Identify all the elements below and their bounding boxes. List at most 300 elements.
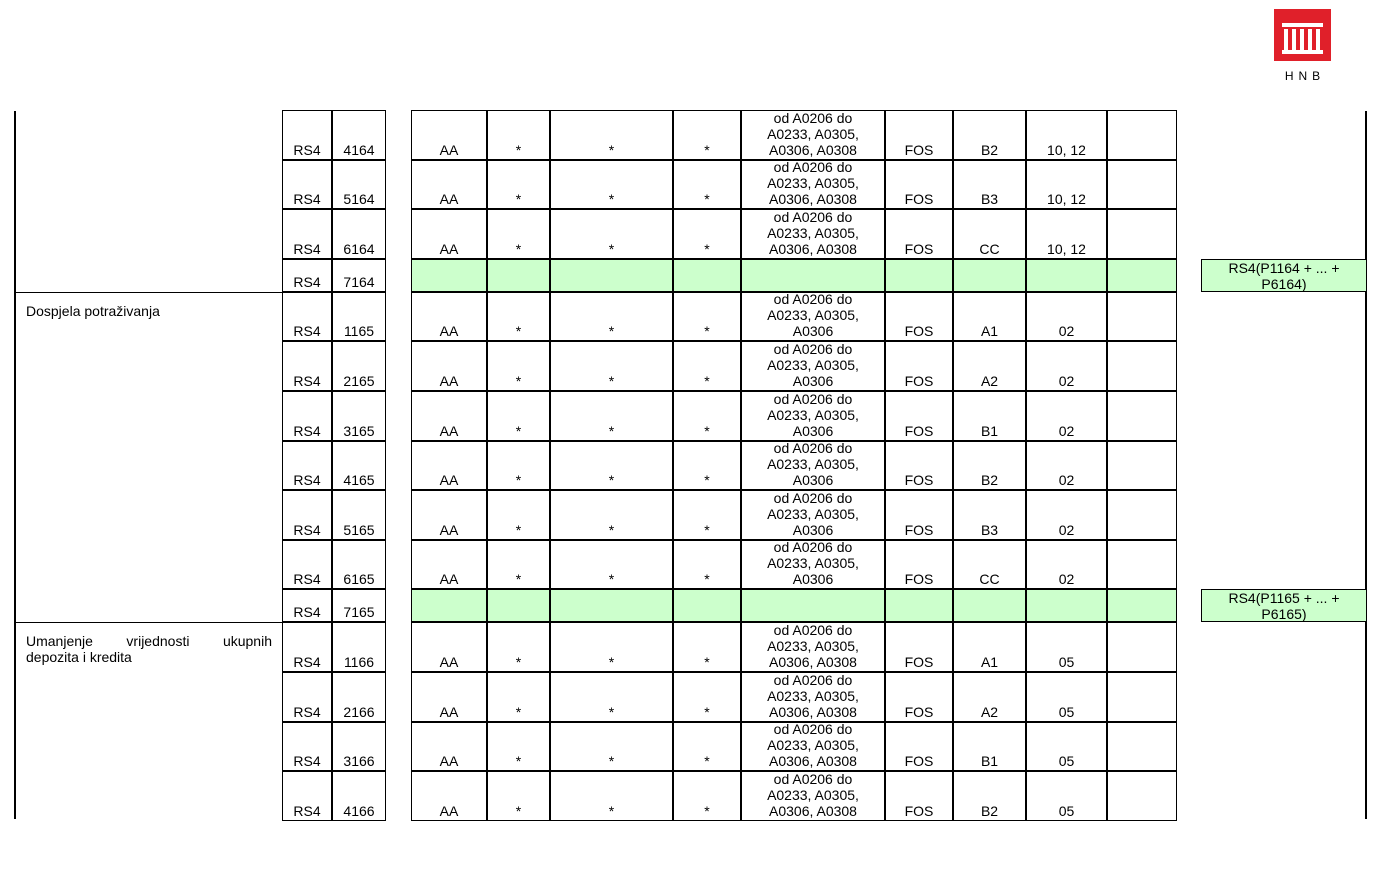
rs-cell xyxy=(282,771,332,821)
asterisk-cell-text: * xyxy=(704,521,710,538)
group-label xyxy=(16,303,282,319)
account-range-line: A0233, A0305, xyxy=(767,356,859,373)
group-label-word: Umanjenje xyxy=(26,633,93,650)
row-code-cell xyxy=(332,391,386,441)
account-range-line: A0306, A0308 xyxy=(769,703,857,720)
asterisk-cell-text: * xyxy=(515,323,522,340)
rating-cell xyxy=(953,110,1026,160)
rs-cell xyxy=(282,391,332,441)
account-range-line: A0233, A0305, xyxy=(767,125,859,142)
empty-total-cell xyxy=(953,589,1026,622)
account-range-line: od A0206 do xyxy=(773,489,853,506)
table-right-border xyxy=(1365,111,1367,819)
row-code-cell xyxy=(332,622,386,672)
account-range-line: od A0206 do xyxy=(773,440,853,457)
asterisk-cell xyxy=(487,110,550,160)
rs-cell-text: RS4 xyxy=(293,571,321,588)
account-range-line: od A0206 do xyxy=(773,291,853,308)
row-code-cell-text: 7164 xyxy=(343,273,375,290)
number-cell-text: 05 xyxy=(1058,802,1075,819)
aa-cell-text: AA xyxy=(439,323,459,340)
asterisk-cell-text: * xyxy=(515,472,522,489)
asterisk-cell-text: * xyxy=(515,372,522,389)
aa-cell xyxy=(411,391,487,441)
asterisk-cell-text: * xyxy=(515,521,522,538)
asterisk-cell xyxy=(550,722,673,772)
rating-cell-text: A1 xyxy=(980,653,999,670)
empty-total-cell xyxy=(411,259,487,292)
asterisk-cell-text: * xyxy=(608,323,615,340)
account-range-line: A0306 xyxy=(792,472,834,489)
empty-total-cell xyxy=(953,259,1026,292)
rs-cell xyxy=(282,540,332,590)
account-range-line: A0233, A0305, xyxy=(767,307,859,324)
account-range-line: A0306 xyxy=(792,422,834,439)
asterisk-cell-text: * xyxy=(515,240,522,257)
empty-total-cell xyxy=(885,589,953,622)
blank-cell xyxy=(1107,292,1177,342)
fos-cell xyxy=(885,391,953,441)
row-code-cell xyxy=(332,540,386,590)
row-code-cell-text: 1165 xyxy=(343,323,375,340)
asterisk-cell xyxy=(550,209,673,259)
account-range-cell xyxy=(741,540,885,590)
asterisk-cell xyxy=(550,391,673,441)
number-cell-text: 02 xyxy=(1058,323,1075,340)
row-code-cell-text: 3166 xyxy=(343,753,375,770)
rs-cell xyxy=(282,589,332,622)
account-range-line: A0233, A0305, xyxy=(767,406,859,423)
fos-cell-text: FOS xyxy=(904,141,934,158)
asterisk-cell-text: * xyxy=(515,653,522,670)
rating-cell xyxy=(953,441,1026,491)
asterisk-cell xyxy=(487,622,550,672)
aa-cell xyxy=(411,771,487,821)
row-code-cell xyxy=(332,771,386,821)
aa-cell xyxy=(411,441,487,491)
account-range-cell xyxy=(741,341,885,391)
asterisk-cell xyxy=(487,540,550,590)
asterisk-cell xyxy=(673,391,741,441)
number-cell-text: 02 xyxy=(1058,422,1075,439)
formula-line: RS4(P1165 + ... + xyxy=(1228,590,1340,607)
asterisk-cell xyxy=(673,722,741,772)
asterisk-cell-text: * xyxy=(704,422,710,439)
account-range-line: od A0206 do xyxy=(773,671,853,688)
asterisk-cell-text: * xyxy=(704,323,710,340)
rs-cell-text: RS4 xyxy=(293,472,321,489)
asterisk-cell-text: * xyxy=(704,191,710,208)
total-formula-box xyxy=(1201,259,1367,292)
account-range-line: A0233, A0305, xyxy=(767,637,859,654)
rs-cell-text: RS4 xyxy=(293,521,321,538)
aa-cell-text: AA xyxy=(439,802,459,819)
aa-cell xyxy=(411,622,487,672)
rs-cell-text: RS4 xyxy=(293,753,321,770)
asterisk-cell xyxy=(487,490,550,540)
rs-cell xyxy=(282,160,332,210)
row-code-cell-text: 4165 xyxy=(343,472,375,489)
asterisk-cell xyxy=(673,672,741,722)
number-cell xyxy=(1026,540,1107,590)
empty-total-cell xyxy=(885,259,953,292)
fos-cell-text: FOS xyxy=(904,191,934,208)
empty-total-cell xyxy=(741,589,885,622)
fos-cell-text: FOS xyxy=(904,422,934,439)
asterisk-cell xyxy=(487,771,550,821)
number-cell-text: 05 xyxy=(1058,753,1075,770)
fos-cell-text: FOS xyxy=(904,372,934,389)
account-range-line: od A0206 do xyxy=(773,390,853,407)
account-range-line: A0306, A0308 xyxy=(769,802,857,819)
number-cell xyxy=(1026,672,1107,722)
asterisk-cell xyxy=(673,209,741,259)
number-cell xyxy=(1026,292,1107,342)
aa-cell-text: AA xyxy=(439,571,459,588)
row-code-cell-text: 6164 xyxy=(343,240,375,257)
account-range-cell xyxy=(741,292,885,342)
rating-cell xyxy=(953,771,1026,821)
account-range-line: A0306 xyxy=(792,323,834,340)
fos-cell-text: FOS xyxy=(904,472,934,489)
account-range-cell xyxy=(741,441,885,491)
asterisk-cell xyxy=(673,160,741,210)
empty-total-cell xyxy=(741,259,885,292)
account-range-line: od A0206 do xyxy=(773,721,853,738)
rs-cell-text: RS4 xyxy=(293,191,321,208)
rs-cell-text: RS4 xyxy=(293,141,321,158)
asterisk-cell-text: * xyxy=(515,703,522,720)
number-cell-text: 02 xyxy=(1058,521,1075,538)
fos-cell-text: FOS xyxy=(904,571,934,588)
asterisk-cell-text: * xyxy=(515,141,522,158)
rating-cell-text: A2 xyxy=(980,372,999,389)
formula-line: P6164) xyxy=(1261,275,1307,292)
number-cell xyxy=(1026,341,1107,391)
account-range-line: A0306 xyxy=(792,372,834,389)
blank-cell xyxy=(1107,110,1177,160)
account-range-line: A0233, A0305, xyxy=(767,555,859,572)
asterisk-cell xyxy=(673,110,741,160)
group-label-line: Dospjela potraživanja xyxy=(26,302,160,319)
rating-cell-text: B2 xyxy=(980,472,999,489)
account-range-line: od A0206 do xyxy=(773,621,853,638)
blank-cell xyxy=(1107,259,1177,292)
number-cell-text: 10, 12 xyxy=(1047,191,1086,208)
account-range-cell xyxy=(741,391,885,441)
account-range-cell xyxy=(741,490,885,540)
row-code-cell xyxy=(332,160,386,210)
rs-cell xyxy=(282,292,332,342)
rs-cell xyxy=(282,341,332,391)
empty-total-cell xyxy=(550,589,673,622)
rs-cell-text: RS4 xyxy=(293,703,321,720)
asterisk-cell xyxy=(550,341,673,391)
asterisk-cell xyxy=(550,160,673,210)
number-cell-text: 10, 12 xyxy=(1047,240,1086,257)
row-code-cell-text: 5164 xyxy=(343,191,375,208)
formula-line: P6165) xyxy=(1261,606,1307,623)
rating-cell-text: B1 xyxy=(980,753,999,770)
asterisk-cell-text: * xyxy=(515,753,522,770)
rating-cell xyxy=(953,292,1026,342)
asterisk-cell xyxy=(550,771,673,821)
asterisk-cell xyxy=(487,441,550,491)
fos-cell xyxy=(885,209,953,259)
asterisk-cell xyxy=(487,341,550,391)
asterisk-cell xyxy=(487,292,550,342)
fos-cell xyxy=(885,341,953,391)
account-range-line: A0233, A0305, xyxy=(767,505,859,522)
rating-cell xyxy=(953,622,1026,672)
rating-cell xyxy=(953,209,1026,259)
number-cell-text: 02 xyxy=(1058,472,1075,489)
number-cell xyxy=(1026,622,1107,672)
empty-total-cell xyxy=(673,259,741,292)
asterisk-cell-text: * xyxy=(608,240,615,257)
account-range-line: A0306 xyxy=(792,571,834,588)
asterisk-cell xyxy=(550,540,673,590)
row-code-cell-text: 2165 xyxy=(343,372,375,389)
rs-cell-text: RS4 xyxy=(293,604,321,621)
rating-cell xyxy=(953,490,1026,540)
asterisk-cell-text: * xyxy=(608,472,615,489)
asterisk-cell-text: * xyxy=(608,372,615,389)
asterisk-cell xyxy=(673,622,741,672)
rs-cell xyxy=(282,209,332,259)
asterisk-cell xyxy=(550,441,673,491)
asterisk-cell-text: * xyxy=(608,753,615,770)
table-left-border xyxy=(14,111,16,819)
rating-cell-text: A1 xyxy=(980,323,999,340)
row-code-cell xyxy=(332,589,386,622)
aa-cell-text: AA xyxy=(439,422,459,439)
fos-cell xyxy=(885,292,953,342)
blank-cell xyxy=(1107,672,1177,722)
fos-cell xyxy=(885,490,953,540)
row-code-cell xyxy=(332,722,386,772)
asterisk-cell xyxy=(487,160,550,210)
rs-cell xyxy=(282,622,332,672)
rs-cell-text: RS4 xyxy=(293,372,321,389)
asterisk-cell-text: * xyxy=(608,653,615,670)
account-range-line: od A0206 do xyxy=(773,159,853,176)
fos-cell-text: FOS xyxy=(904,802,934,819)
asterisk-cell xyxy=(673,292,741,342)
asterisk-cell-text: * xyxy=(515,422,522,439)
fos-cell xyxy=(885,771,953,821)
blank-cell xyxy=(1107,589,1177,622)
rs-cell xyxy=(282,672,332,722)
number-cell xyxy=(1026,110,1107,160)
asterisk-cell-text: * xyxy=(608,422,615,439)
account-range-line: A0233, A0305, xyxy=(767,175,859,192)
row-code-cell xyxy=(332,341,386,391)
aa-cell xyxy=(411,209,487,259)
account-range-cell xyxy=(741,722,885,772)
rating-cell-text: B2 xyxy=(980,802,999,819)
row-code-cell-text: 4166 xyxy=(343,802,375,819)
number-cell-text: 10, 12 xyxy=(1047,141,1086,158)
blank-cell xyxy=(1107,771,1177,821)
group-label-word: ukupnih xyxy=(222,633,272,650)
account-range-line: A0233, A0305, xyxy=(767,737,859,754)
rating-cell xyxy=(953,540,1026,590)
rs-cell-text: RS4 xyxy=(293,273,321,290)
rs-cell xyxy=(282,441,332,491)
account-range-line: od A0206 do xyxy=(773,539,853,556)
account-range-line: A0233, A0305, xyxy=(767,687,859,704)
asterisk-cell-text: * xyxy=(704,472,710,489)
asterisk-cell-text: * xyxy=(608,141,615,158)
fos-cell-text: FOS xyxy=(904,240,934,257)
asterisk-cell-text: * xyxy=(704,753,710,770)
empty-total-cell xyxy=(1026,259,1107,292)
logo-text: HNB xyxy=(1284,69,1326,83)
asterisk-cell-text: * xyxy=(704,141,710,158)
account-range-line: od A0206 do xyxy=(773,109,853,126)
blank-cell xyxy=(1107,722,1177,772)
asterisk-cell xyxy=(673,490,741,540)
aa-cell xyxy=(411,160,487,210)
rs-cell-text: RS4 xyxy=(293,653,321,670)
blank-cell xyxy=(1107,391,1177,441)
rating-cell xyxy=(953,672,1026,722)
asterisk-cell xyxy=(550,490,673,540)
rs-cell xyxy=(282,110,332,160)
account-range-line: A0306, A0308 xyxy=(769,191,857,208)
number-cell xyxy=(1026,722,1107,772)
asterisk-cell-text: * xyxy=(704,653,710,670)
aa-cell-text: AA xyxy=(439,521,459,538)
aa-cell-text: AA xyxy=(439,240,459,257)
rs-cell-text: RS4 xyxy=(293,422,321,439)
rating-cell-text: CC xyxy=(979,240,1000,257)
account-range-line: A0233, A0305, xyxy=(767,786,859,803)
asterisk-cell-text: * xyxy=(608,571,615,588)
asterisk-cell xyxy=(673,441,741,491)
aa-cell-text: AA xyxy=(439,753,459,770)
account-range-cell xyxy=(741,672,885,722)
account-range-line: A0233, A0305, xyxy=(767,456,859,473)
row-code-cell-text: 1166 xyxy=(343,653,375,670)
empty-total-cell xyxy=(411,589,487,622)
aa-cell xyxy=(411,110,487,160)
empty-total-cell xyxy=(487,259,550,292)
aa-cell-text: AA xyxy=(439,191,459,208)
account-range-line: A0306, A0308 xyxy=(769,753,857,770)
asterisk-cell-text: * xyxy=(608,521,615,538)
empty-total-cell xyxy=(487,589,550,622)
number-cell-text: 02 xyxy=(1058,571,1075,588)
group-label xyxy=(16,633,282,665)
row-code-cell xyxy=(332,672,386,722)
fos-cell-text: FOS xyxy=(904,323,934,340)
account-range-cell xyxy=(741,209,885,259)
asterisk-cell xyxy=(487,672,550,722)
row-code-cell xyxy=(332,259,386,292)
rs-cell-text: RS4 xyxy=(293,802,321,819)
aa-cell xyxy=(411,672,487,722)
row-code-cell xyxy=(332,292,386,342)
rating-cell xyxy=(953,391,1026,441)
row-code-cell-text: 5165 xyxy=(343,521,375,538)
empty-total-cell xyxy=(673,589,741,622)
rs-cell-text: RS4 xyxy=(293,240,321,257)
group-label-line xyxy=(26,633,272,649)
rating-cell-text: B3 xyxy=(980,191,999,208)
account-range-line: A0306, A0308 xyxy=(769,653,857,670)
account-range-line: od A0206 do xyxy=(773,340,853,357)
aa-cell-text: AA xyxy=(439,472,459,489)
rs-cell xyxy=(282,722,332,772)
asterisk-cell xyxy=(673,341,741,391)
fos-cell xyxy=(885,672,953,722)
row-code-cell xyxy=(332,441,386,491)
account-range-cell xyxy=(741,622,885,672)
aa-cell xyxy=(411,292,487,342)
number-cell-text: 05 xyxy=(1058,653,1075,670)
asterisk-cell-text: * xyxy=(704,240,710,257)
number-cell xyxy=(1026,441,1107,491)
aa-cell-text: AA xyxy=(439,703,459,720)
row-code-cell xyxy=(332,110,386,160)
asterisk-cell xyxy=(487,722,550,772)
number-cell-text: 02 xyxy=(1058,372,1075,389)
asterisk-cell xyxy=(673,540,741,590)
aa-cell xyxy=(411,540,487,590)
fos-cell xyxy=(885,622,953,672)
fos-cell-text: FOS xyxy=(904,521,934,538)
rs-cell-text: RS4 xyxy=(293,323,321,340)
number-cell xyxy=(1026,391,1107,441)
asterisk-cell-text: * xyxy=(704,802,710,819)
asterisk-cell xyxy=(550,292,673,342)
aa-cell-text: AA xyxy=(439,141,459,158)
account-range-line: A0306, A0308 xyxy=(769,141,857,158)
row-code-cell xyxy=(332,209,386,259)
account-range-cell xyxy=(741,771,885,821)
asterisk-cell xyxy=(550,672,673,722)
asterisk-cell-text: * xyxy=(608,703,615,720)
rating-cell-text: CC xyxy=(979,571,1000,588)
asterisk-cell-text: * xyxy=(608,802,615,819)
account-range-line: A0306, A0308 xyxy=(769,240,857,257)
fos-cell xyxy=(885,722,953,772)
group-label-line: depozita i kredita xyxy=(26,649,132,666)
total-formula-box xyxy=(1201,589,1367,622)
asterisk-cell xyxy=(673,771,741,821)
rating-cell-text: B2 xyxy=(980,141,999,158)
fos-cell xyxy=(885,160,953,210)
asterisk-cell xyxy=(550,110,673,160)
aa-cell xyxy=(411,722,487,772)
account-range-cell xyxy=(741,160,885,210)
number-cell xyxy=(1026,160,1107,210)
blank-cell xyxy=(1107,441,1177,491)
rs-cell xyxy=(282,490,332,540)
group-label-word: vrijednosti xyxy=(126,633,190,650)
fos-cell xyxy=(885,441,953,491)
row-code-cell xyxy=(332,490,386,540)
fos-cell-text: FOS xyxy=(904,703,934,720)
asterisk-cell-text: * xyxy=(515,571,522,588)
asterisk-cell-text: * xyxy=(704,703,710,720)
asterisk-cell xyxy=(487,209,550,259)
fos-cell-text: FOS xyxy=(904,753,934,770)
number-cell xyxy=(1026,490,1107,540)
row-code-cell-text: 7165 xyxy=(343,604,375,621)
